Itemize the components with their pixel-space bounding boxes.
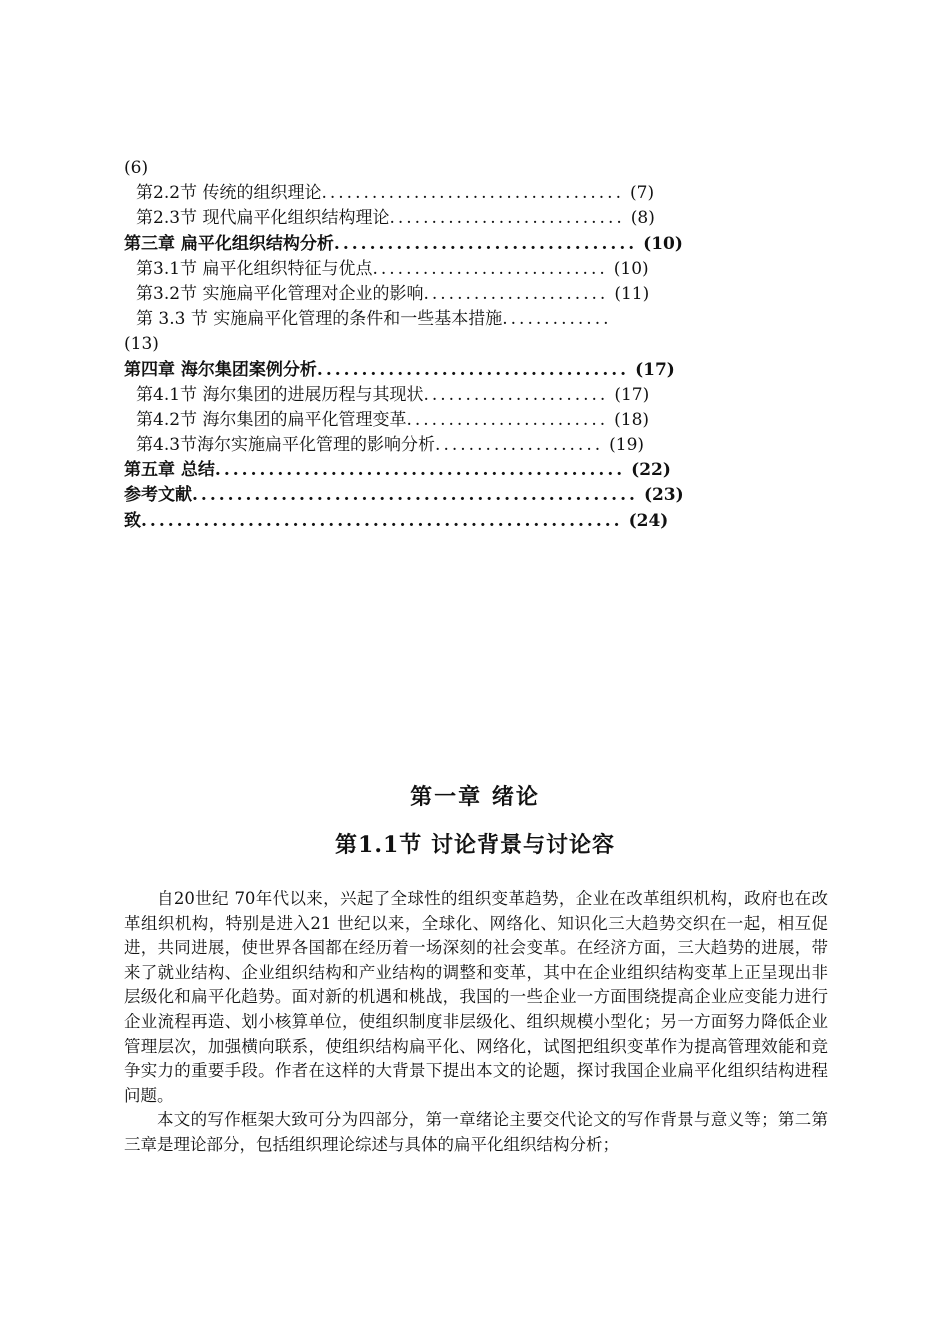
toc-entry[interactable] bbox=[124, 206, 824, 231]
toc-leader: ........................ bbox=[406, 409, 609, 430]
toc-entry[interactable] bbox=[124, 282, 824, 307]
toc-leader: ................................... bbox=[316, 359, 630, 380]
paragraph: 本文的写作框架大致可分为四部分，第一章绪论主要交代论文的写作背景与意义等；第二第三章是理论部分，包括组织理论综述与具体的扁平化组织结构分析； bbox=[124, 1110, 828, 1154]
toc-title: 第3.2节 实施扁平化管理对企业的影响 bbox=[136, 283, 424, 304]
toc-title: 第4.2节 海尔集团的扁平化管理变革 bbox=[136, 409, 407, 430]
toc-title: 第四章 海尔集团案例分析 bbox=[124, 359, 317, 380]
toc-page: (24) bbox=[628, 510, 669, 531]
toc-leader: ............. bbox=[502, 309, 612, 330]
toc-page: (8) bbox=[630, 208, 655, 229]
toc-page: (22) bbox=[631, 460, 671, 481]
toc-leader: .................................................. bbox=[192, 485, 638, 506]
toc-title: 第 3.3 节 实施扁平化管理的条件和一些基本措施 bbox=[136, 309, 503, 330]
body-text bbox=[124, 887, 828, 1158]
toc-leader: ............................ bbox=[372, 258, 608, 279]
toc-title: 第4.1节 海尔集团的进展历程与其现状 bbox=[136, 384, 424, 405]
toc-leader: ...................................................... bbox=[141, 510, 623, 531]
toc-title: 第三章 扁平化组织结构分析 bbox=[124, 233, 334, 254]
toc-entry[interactable] bbox=[124, 458, 824, 483]
toc-page bbox=[612, 309, 618, 329]
toc-continuation: (6) bbox=[124, 158, 149, 178]
toc-page: (23) bbox=[643, 485, 684, 506]
toc-continuation: (13) bbox=[124, 334, 159, 355]
toc-page: (19) bbox=[609, 435, 645, 456]
paragraph: 自20世纪 70年代以来，兴起了全球性的组织变革趋势，企业在改革组织机构，政府也在改革组织机构，特别是进入21 世纪以来，全球化、网络化、知识化三大趋势交织在一起，相互促进，共同进展，使世界各国都在经历着一场深刻的社会变革。在经济方面，三大趋势的进展，带来了就业结构、企业组织结构和产业结构的调整和变革，其中在企业组织结构变革上正呈现出非层级化和扁平化趋势。面对新的机遇和桃战，我国的一些企业一方面围绕提高企业应变能力进行企业流程再造、划小核算单位，使组织制度非层级化、组织规模小型化；另一方面努力降低企业管理层次，加强横向联系，使组织结构扁平化、网络化，试图把组织变革作为提高管理效能和竞争实力的重要手段。作者在这样的大背景下提出本文的论题，探讨我国企业扁平化组织结构进程问题。 bbox=[124, 889, 828, 1105]
toc-page: (10) bbox=[643, 233, 683, 254]
toc-leader: .................................. bbox=[333, 233, 638, 254]
toc-title: 第2.2节 传统的组织理论 bbox=[136, 183, 322, 204]
toc-page: (10) bbox=[613, 258, 649, 279]
toc-leader: .................................... bbox=[321, 183, 624, 204]
section-heading: 第1.1节 讨论背景与讨论容 bbox=[335, 832, 615, 858]
toc-entry[interactable] bbox=[124, 358, 824, 383]
toc-leader: ...................... bbox=[423, 384, 609, 405]
toc-page: (11) bbox=[614, 283, 650, 304]
toc-title: 参考文献 bbox=[124, 485, 192, 506]
toc-leader: .................... bbox=[435, 435, 604, 456]
toc-entry[interactable] bbox=[124, 408, 824, 433]
table-of-contents bbox=[124, 156, 824, 534]
toc-entry[interactable] bbox=[124, 257, 824, 282]
chapter-heading: 第一章 绪论 bbox=[410, 784, 540, 810]
toc-page: (7) bbox=[630, 183, 655, 204]
toc-title: 第3.1节 扁平化组织特征与优点 bbox=[136, 258, 373, 279]
toc-entry[interactable] bbox=[124, 181, 824, 206]
toc-leader: .............................................. bbox=[214, 460, 626, 481]
toc-title: 第4.3节海尔实施扁平化管理的影响分析 bbox=[136, 435, 436, 456]
toc-entry[interactable] bbox=[124, 509, 824, 534]
toc-entry[interactable] bbox=[124, 307, 824, 332]
toc-entry[interactable] bbox=[124, 232, 824, 257]
toc-title: 第2.3节 现代扁平化组织结构理论 bbox=[136, 208, 390, 229]
toc-title: 致 bbox=[124, 510, 141, 531]
toc-entry[interactable] bbox=[124, 383, 824, 408]
toc-entry[interactable] bbox=[124, 483, 824, 508]
toc-page: (17) bbox=[614, 384, 650, 405]
toc-title: 第五章 总结 bbox=[124, 460, 215, 481]
toc-entry[interactable] bbox=[124, 433, 824, 458]
toc-page: (17) bbox=[635, 359, 675, 380]
toc-leader: ............................ bbox=[389, 208, 625, 229]
toc-page: (18) bbox=[614, 409, 650, 430]
toc-leader: ...................... bbox=[423, 283, 609, 304]
